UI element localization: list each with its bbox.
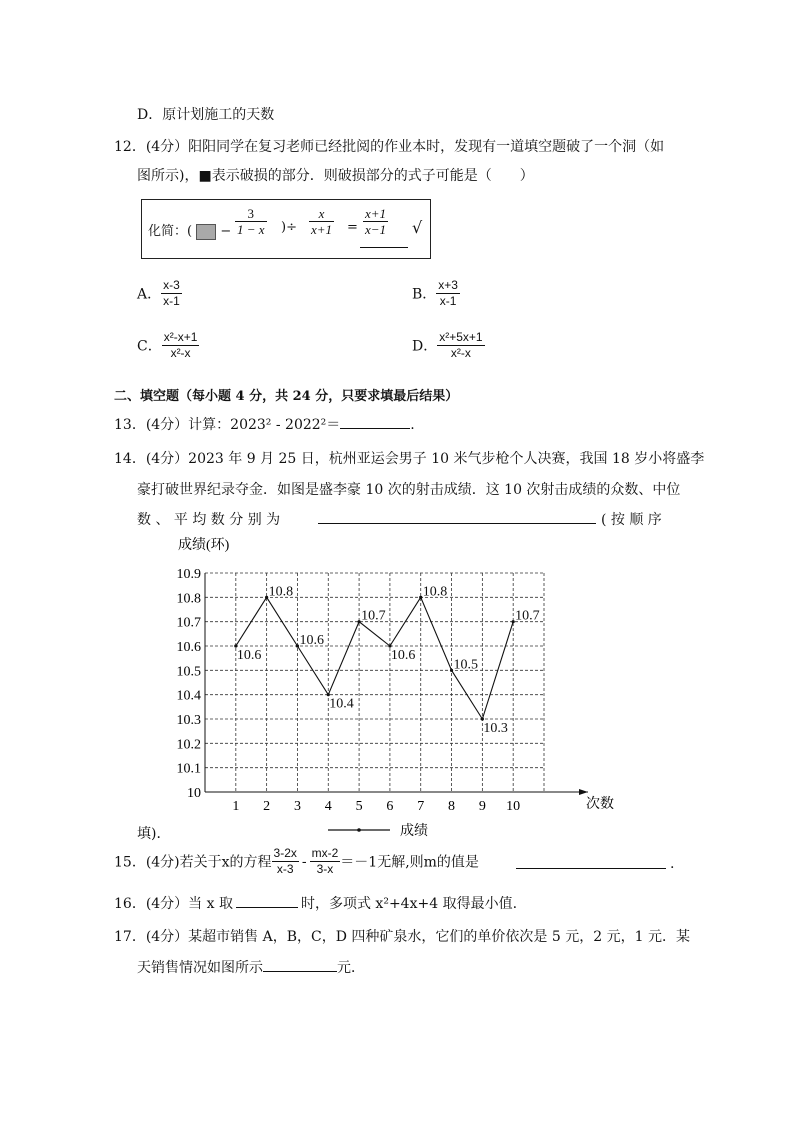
q15: 15．(4分)若关于x的方程 $\frac{3-2x}{x-3}$ - $\frac{mx-2}{3-x}$ ＝－1无解,则m的值是 [114, 846, 479, 876]
q14-line1: 14．(4分）2023 年 9 月 25 日，杭州亚运会男子 10 米气步枪个人决赛，我国 18 岁小将盛李 [114, 451, 705, 467]
y-tick-label: 10.6 [176, 640, 201, 655]
box-equals: = [347, 220, 358, 235]
data-label: 10.5 [453, 657, 479, 673]
x-tick-label: 1 [232, 799, 240, 814]
data-label: 10.6 [236, 648, 262, 663]
q15-frac2: $\frac{mx-2}{3-x}$ [311, 846, 339, 876]
y-tick-label: 10.3 [176, 713, 201, 728]
shooting-score-chart [160, 528, 630, 843]
q14-line3-right: ( 按 顺 序 [601, 512, 662, 528]
x-tick-label: 4 [324, 799, 332, 814]
y-tick-label: 10.5 [176, 664, 201, 680]
chart-grid [205, 573, 544, 792]
q14-line4: 填)． [137, 826, 171, 842]
box-frac1: $\frac{3}{1 - x}$ [237, 206, 265, 237]
q17-line2: 天销售情况如图所示 元． [137, 960, 365, 976]
option-c: C． $\frac{\text{x²-x+1}}{\text{x²-x}}$ [137, 330, 198, 360]
y-tick-label: 10.7 [176, 615, 201, 631]
q13-answer-blank [340, 428, 410, 429]
q15-end: . [670, 856, 675, 872]
data-label: 10.6 [390, 648, 416, 663]
x-tick-label: 10 [506, 799, 521, 814]
data-label: 10.3 [483, 721, 508, 736]
data-label: 10.8 [268, 584, 294, 600]
q14-line3-left: 数 、 平 均 数 分 别 为 [137, 512, 281, 528]
x-tick-label: 3 [293, 799, 301, 814]
x-axis-arrow-icon [579, 789, 588, 795]
y-tick-label: 10.4 [176, 688, 201, 704]
data-label: 10.7 [515, 608, 540, 624]
y-tick-label: 10.1 [176, 761, 201, 777]
data-label: 10.6 [299, 633, 324, 648]
check-mark-icon: √ [412, 218, 423, 237]
q17-answer-blank [263, 971, 337, 972]
q14-line2: 豪打破世界纪录夺金．如图是盛李豪 10 次的射击成绩．这 10 次射击成绩的众数、中位 [137, 482, 681, 498]
option-b-fraction: $\frac{x+3}{x-1}$ [438, 278, 458, 308]
option-d-fraction: $\frac{\text{x²+5x+1}}{\text{x²-x}}$ [439, 330, 483, 360]
chart-y-axis-label: 成绩(环) [178, 538, 230, 553]
box-frac2: $\frac{x}{x+1}$ [311, 206, 333, 237]
option-d: D． $\frac{\text{x²+5x+1}}{\text{x²-x}}$ [412, 330, 483, 360]
box-divide: )÷ [281, 220, 297, 235]
x-tick-label: 2 [263, 799, 271, 814]
section-heading: 二、填空题（每小题 4 分，共 24 分，只要求填最后结果） [114, 389, 459, 404]
q17-line1: 17．(4分）某超市销售 A，B，C，D 四种矿泉水，它们的单价依次是 5 元，2 元，1 元．某 [114, 929, 690, 945]
q11-option-d: D．原计划施工的天数 [137, 107, 275, 123]
box-frac3: $\frac{x+1}{x-1}$ [365, 206, 387, 237]
q14-answer-blank [318, 509, 596, 528]
q12-line1: 12．(4分）阳阳同学在复习老师已经批阅的作业本时，发现有一道填空题破了一个洞（如 [114, 139, 665, 155]
option-c-fraction: $\frac{\text{x²-x+1}}{\text{x²-x}}$ [163, 330, 198, 360]
data-label: 10.8 [422, 584, 448, 600]
y-tick-label: 10.8 [176, 591, 201, 607]
x-tick-label: 5 [355, 799, 363, 814]
box-prefix: 化简：( [148, 224, 193, 239]
q12-line2: 图所示)，■表示破损的部分．则破损部分的式子可能是（ ） [137, 168, 534, 184]
q12-damaged-homework-box [141, 199, 431, 259]
chart-legend [328, 822, 428, 839]
q15-frac1: $\frac{3-2x}{x-3}$ [273, 846, 297, 876]
chart-data-labels [237, 584, 540, 736]
option-b: B． $\frac{x+3}{x-1}$ [412, 278, 458, 308]
y-tick-label: 10 [187, 786, 201, 801]
data-label: 10.7 [361, 608, 386, 624]
chart-legend-label: 成绩 [400, 824, 428, 839]
option-a: A． $\frac{x-3}{x-1}$ [137, 278, 180, 308]
x-tick-label: 7 [417, 799, 425, 814]
q16-answer-blank [236, 907, 298, 908]
answer-underline [360, 247, 408, 248]
q13: 13．(4分）计算：2023² - 2022²＝ . [114, 417, 415, 433]
option-a-fraction: $\frac{x-3}{x-1}$ [163, 278, 180, 308]
box-minus: − [220, 224, 232, 239]
x-tick-label: 9 [478, 799, 486, 814]
chart-axes [205, 573, 588, 795]
y-tick-label: 10.9 [176, 567, 201, 582]
y-tick-label: 10.2 [176, 737, 201, 753]
chart-x-axis-label: 次数 [586, 797, 614, 812]
data-label: 10.4 [329, 696, 354, 712]
x-tick-label: 6 [386, 799, 394, 814]
q15-answer-blank [516, 856, 666, 873]
q16: 16．(4分）当 x 取 时，多项式 x²+4x+4 取得最小值. [114, 896, 518, 912]
damaged-hole [196, 224, 216, 240]
x-tick-label: 8 [448, 799, 456, 814]
chart-ticks [177, 567, 521, 814]
